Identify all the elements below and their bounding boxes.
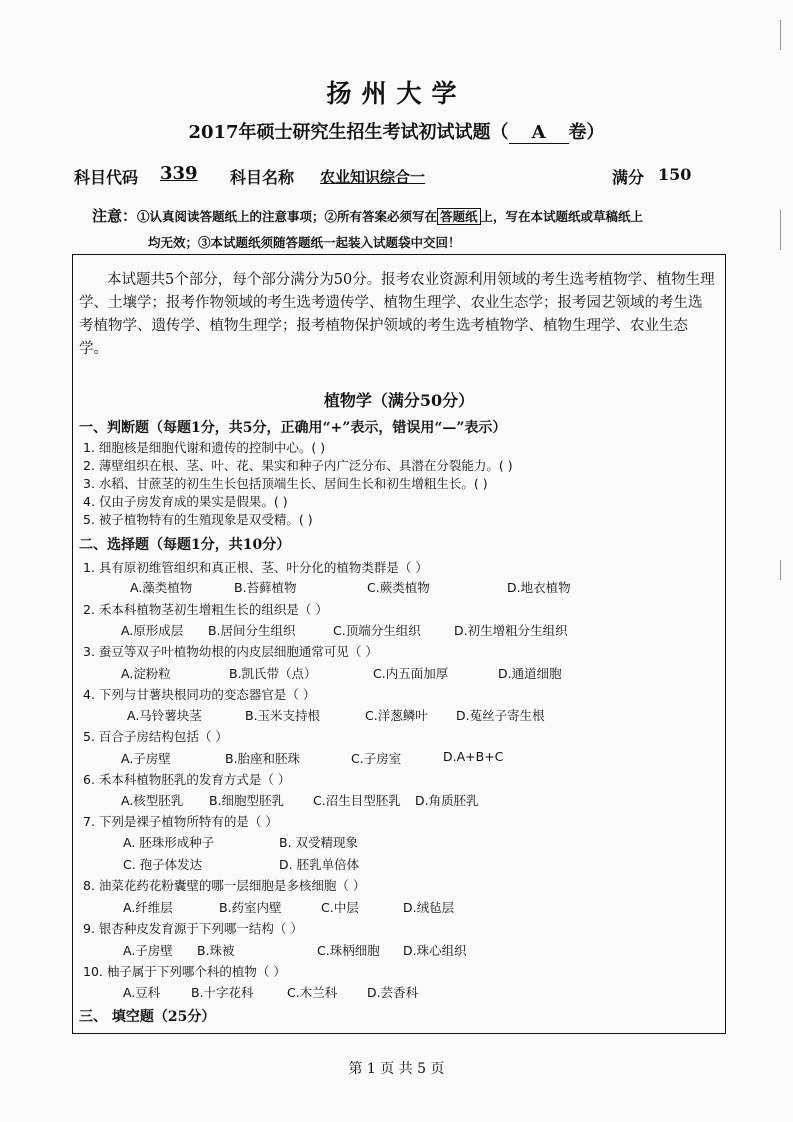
choice-9-option-a: A.子房壁 xyxy=(123,943,173,958)
choice-1-option-a: A.藻类植物 xyxy=(130,580,193,595)
subject-name-label: 科目名称 xyxy=(230,168,295,187)
choice-3-option-c: C.内五面加厚 xyxy=(373,666,449,681)
choice-1-option-d: D.地衣植物 xyxy=(507,580,571,595)
choice-4-option-d: D.菟丝子寄生根 xyxy=(456,708,545,723)
choice-question-1: 1. 具有原初维管组织和真正根、茎、叶分化的植物类群是（ ） xyxy=(83,560,428,575)
intro-paragraph xyxy=(79,269,715,361)
choice-question-5: 5. 百合子房结构包括（ ） xyxy=(83,729,228,744)
choice-9-option-d: D.珠心组织 xyxy=(403,943,467,958)
judge-question-3: 3. 水稻、甘蔗茎的初生生长包括顶端生长、居间生长和初生增粗生长。( ) xyxy=(83,476,488,491)
paper-variant: A xyxy=(509,122,569,144)
choice-6-option-b: B.细胞型胚乳 xyxy=(209,793,285,808)
choice-10-option-a: A.豆科 xyxy=(123,985,161,1000)
scan-edge-mark xyxy=(780,210,781,250)
choice-8-option-c: C.中层 xyxy=(321,900,359,915)
choice-6-option-d: D.角质胚乳 xyxy=(415,793,479,808)
notice-text-1b: 上，写在本试题纸或草稿纸上 xyxy=(480,209,644,224)
choice-10-option-c: C.木兰科 xyxy=(287,985,338,1000)
scan-edge-mark xyxy=(780,560,781,580)
exam-title xyxy=(0,118,793,144)
choice-2-option-a: A.原形成层 xyxy=(121,623,184,638)
notice-label: 注意： xyxy=(92,207,138,225)
choice-question-9: 9. 银杏种皮发育源于下列哪一结构（ ） xyxy=(83,921,303,936)
judge-question-2: 2. 薄壁组织在根、茎、叶、花、果实和种子内广泛分布、具潜在分裂能力。( ) xyxy=(83,458,513,473)
answer-sheet-boxed: 答题纸 xyxy=(437,208,481,225)
intro-text: 本试题共5个部分，每个部分满分为50分。报考农业资源利用领域的考生选考植物学、植物生理学、土壤学；报考作物领域的考生选考遗传学、植物生理学、农业生态学；报考园艺领域的考生选考植物学、遗传学、植物生理学；报考植物保护领域的考生选考植物学、植物生理学、农业生态学。 xyxy=(79,272,715,357)
notice-line-1 xyxy=(92,203,643,230)
choice-5-option-b: B.胎座和胚珠 xyxy=(225,751,301,766)
choice-7-option-b: B. 双受精现象 xyxy=(279,835,359,850)
choice-6-option-a: A.核型胚乳 xyxy=(121,793,184,808)
notice-text-1a: ①认真阅读答题纸上的注意事项；②所有答案必须写在 xyxy=(137,209,438,224)
university-name: 扬州大学 xyxy=(326,79,467,108)
subject-code: 339 xyxy=(160,163,198,184)
title-prefix: 2017年硕士研究生招生考试初试试题（ xyxy=(188,122,509,143)
choice-question-6: 6. 禾本科植物胚乳的发育方式是（ ） xyxy=(83,772,291,787)
choice-4-option-c: C.洋葱鳞叶 xyxy=(365,708,428,723)
judge-question-4: 4. 仅由子房发育成的果实是假果。( ) xyxy=(83,494,288,509)
title-suffix: 卷） xyxy=(568,122,605,143)
choice-3-option-d: D.通道细胞 xyxy=(498,666,562,681)
judge-question-5: 5. 被子植物特有的生殖现象是双受精。( ) xyxy=(83,512,313,527)
choice-9-option-b: B.珠被 xyxy=(197,943,235,958)
choice-5-option-a: A.子房壁 xyxy=(121,751,171,766)
scan-edge-mark xyxy=(780,20,781,50)
choice-7-option-a: A. 胚珠形成种子 xyxy=(123,835,215,850)
choice-question-4: 4. 下列与甘薯块根同功的变态器官是（ ） xyxy=(83,687,316,702)
choice-question-8: 8. 油菜花药花粉囊壁的哪一层细胞是多核细胞（ ） xyxy=(83,878,366,893)
question-frame xyxy=(72,254,726,1034)
choice-4-option-b: B.玉米支持根 xyxy=(245,708,321,723)
notice-line-2: 均无效；③本试题纸须随答题纸一起装入试题袋中交回！ xyxy=(148,235,461,250)
choice-question-2: 2. 禾本科植物茎初生增粗生长的组织是（ ） xyxy=(83,602,328,617)
choice-8-option-d: D.绒毡层 xyxy=(403,900,455,915)
choice-question-3: 3. 蚕豆等双子叶植物幼根的内皮层细胞通常可见（ ） xyxy=(83,644,378,659)
choice-4-option-a: A.马铃薯块茎 xyxy=(127,708,202,723)
choice-question-10: 10. 柚子属于下列哪个科的植物（ ） xyxy=(83,964,286,979)
choice-9-option-c: C.珠柄细胞 xyxy=(317,943,380,958)
choice-question-7: 7. 下列是裸子植物所特有的是（ ） xyxy=(83,814,278,829)
full-score: 150 xyxy=(658,165,692,184)
choice-1-option-b: B.苔藓植物 xyxy=(234,580,297,595)
section-title: 植物学（满分50分） xyxy=(323,391,475,410)
choice-7-option-c: C. 孢子体发达 xyxy=(123,857,203,872)
choice-2-option-c: C.顶端分生组织 xyxy=(333,623,421,638)
choice-3-option-b: B.凯氏带（点） xyxy=(229,666,317,681)
subject-code-label: 科目代码 xyxy=(74,168,139,187)
part2-heading: 二、选择题（每题1分，共10分） xyxy=(79,537,291,553)
choice-3-option-a: A.淀粉粒 xyxy=(121,666,171,681)
page-footer: 第 1 页 共 5 页 xyxy=(348,1061,445,1077)
choice-5-option-c: C.子房室 xyxy=(351,751,402,766)
subject-name: 农业知识综合一 xyxy=(320,168,426,186)
judge-question-1: 1. 细胞核是细胞代谢和遗传的控制中心。( ) xyxy=(83,440,326,455)
part3-heading: 三、 填空题（25分） xyxy=(79,1009,216,1025)
choice-1-option-c: C.蕨类植物 xyxy=(367,580,430,595)
choice-7-option-d: D. 胚乳单倍体 xyxy=(279,857,360,872)
choice-6-option-c: C.沼生目型胚乳 xyxy=(313,793,401,808)
full-score-label: 满分 xyxy=(612,168,645,187)
part1-heading: 一、判断题（每题1分，共5分，正确用“+”表示，错误用“—”表示） xyxy=(79,420,507,436)
choice-10-option-b: B.十字花科 xyxy=(191,985,254,1000)
choice-2-option-b: B.居间分生组织 xyxy=(208,623,296,638)
notice xyxy=(92,203,643,256)
choice-5-option-d: D.A+B+C xyxy=(443,749,504,764)
choice-2-option-d: D.初生增粗分生组织 xyxy=(454,623,568,638)
choice-8-option-b: B.药室内壁 xyxy=(219,900,282,915)
choice-10-option-d: D.芸香科 xyxy=(367,985,419,1000)
choice-8-option-a: A.纤维层 xyxy=(123,900,173,915)
